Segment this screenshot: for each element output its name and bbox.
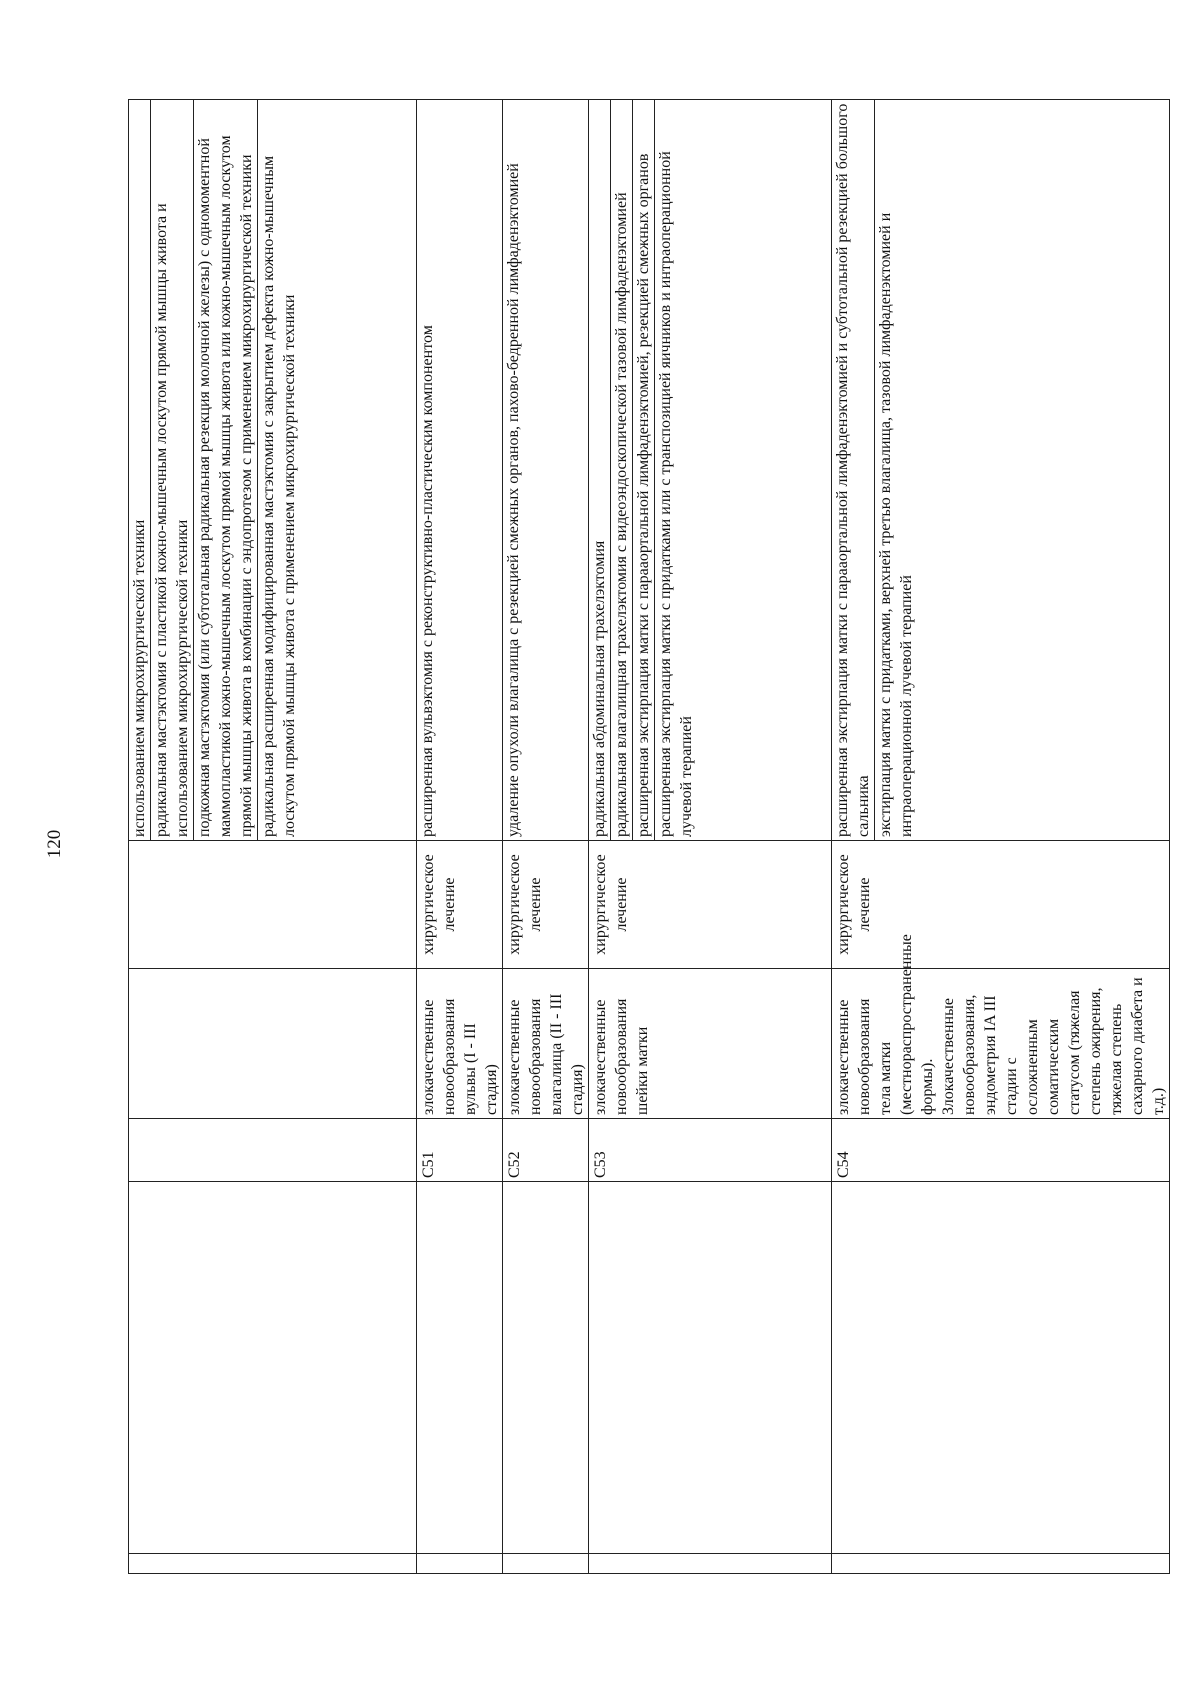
code-cell: C53 [589,1119,832,1182]
disease-cell [129,969,417,1119]
row-number-cell [832,1554,1170,1574]
treatment-cell: хирургическое лечение [417,841,503,969]
operation-item: расширенная экстирпация матки с придатками или с транспозицией яичников и интраоперационной лучевой терапией [657,151,695,837]
section-cell [503,1182,589,1554]
rotated-table-container [128,100,1167,1574]
table-row [832,100,1170,1574]
operation-item: подкожная мастэктомия (или субтотальная радикальная резекция молочной железы) с одномоментной маммопластикой кожно-мышечным лоскутом прямой мышцы живота или кожно-мышечным лоскутом прямой мышцы живота в комбинации с эндопротезом с применением микрохирургической техники [194,100,258,840]
row-number-cell [503,1554,589,1574]
code-cell [129,1119,417,1182]
section-cell [417,1182,503,1554]
disease-cell: злокачественные новообразования тела матки (местнораспространенные формы). Злокачественные новообразования, эндометрия IA III стадии с осложненным соматическим статусом (тяжелая степень ожирения, тяжелая степень сахарного диабета и т.д.) [832,969,1170,1119]
operation-item: удаление опухоли влагалища с резекцией смежных органов, пахово-бедренной лимфаденэктомией [505,163,522,837]
operations-cell [417,100,503,841]
row-number-cell [589,1554,832,1574]
code-cell: C54 [832,1119,1170,1182]
table-row [417,100,503,1574]
disease-cell: злокачественные новообразования вульвы (I - III стадия) [417,969,503,1119]
row-number-cell [417,1554,503,1574]
code-cell: C51 [417,1119,503,1182]
treatment-cell: хирургическое лечение [589,841,832,969]
operation-item: радикальная мастэктомия с пластикой кожно-мышечным лоскутом прямой мышцы живота и использованием микрохирургической техники [151,100,194,840]
operations-cell [129,100,417,841]
operation-item: радикальная влагалищная трахелэктомия с видеоэндоскопической тазовой лимфаденэктомией [611,100,633,840]
operation-item: радикальная абдоминальная трахелэктомия [589,100,611,840]
code-cell: C52 [503,1119,589,1182]
disease-cell: злокачественные новообразования влагалища (II - III стадия) [503,969,589,1119]
section-cell [832,1182,1170,1554]
operation-item: расширенная экстирпация матки с парааортальной лимфаденэктомией и субтотальной резекцией большого сальника [832,100,875,840]
operations-cell [589,100,832,841]
operations-cell [503,100,589,841]
operation-item: экстирпация матки с придатками, верхней третью влагалища, тазовой лимфаденэктомией и интраоперационной лучевой терапией [877,212,915,837]
row-number-cell [129,1554,417,1574]
treatment-cell: хирургическое лечение [832,841,1170,969]
disease-cell: злокачественные новообразования шейки матки [589,969,832,1119]
operation-item: радикальная расширенная модифицированная мастэктомия с закрытием дефекта кожно-мышечным лоскутом прямой мышцы живота с применением микрохирургической техники [260,155,298,837]
section-cell [129,1182,417,1554]
table-row [589,100,832,1574]
operation-item: расширенная экстирпация матки с парааортальной лимфаденэктомией, резекцией смежных органов [633,100,655,840]
medical-procedures-table [128,99,1170,1574]
section-cell [589,1182,832,1554]
table-row [503,100,589,1574]
treatment-cell: хирургическое лечение [503,841,589,969]
treatment-cell [129,841,417,969]
operation-item: использованием микрохирургической техники [129,100,151,840]
page-number: 120 [44,829,65,859]
table-row [129,100,417,1574]
operation-item: расширенная вульвэктомия с реконструктивно-пластическим компонентом [419,325,436,837]
operations-cell [832,100,1170,841]
